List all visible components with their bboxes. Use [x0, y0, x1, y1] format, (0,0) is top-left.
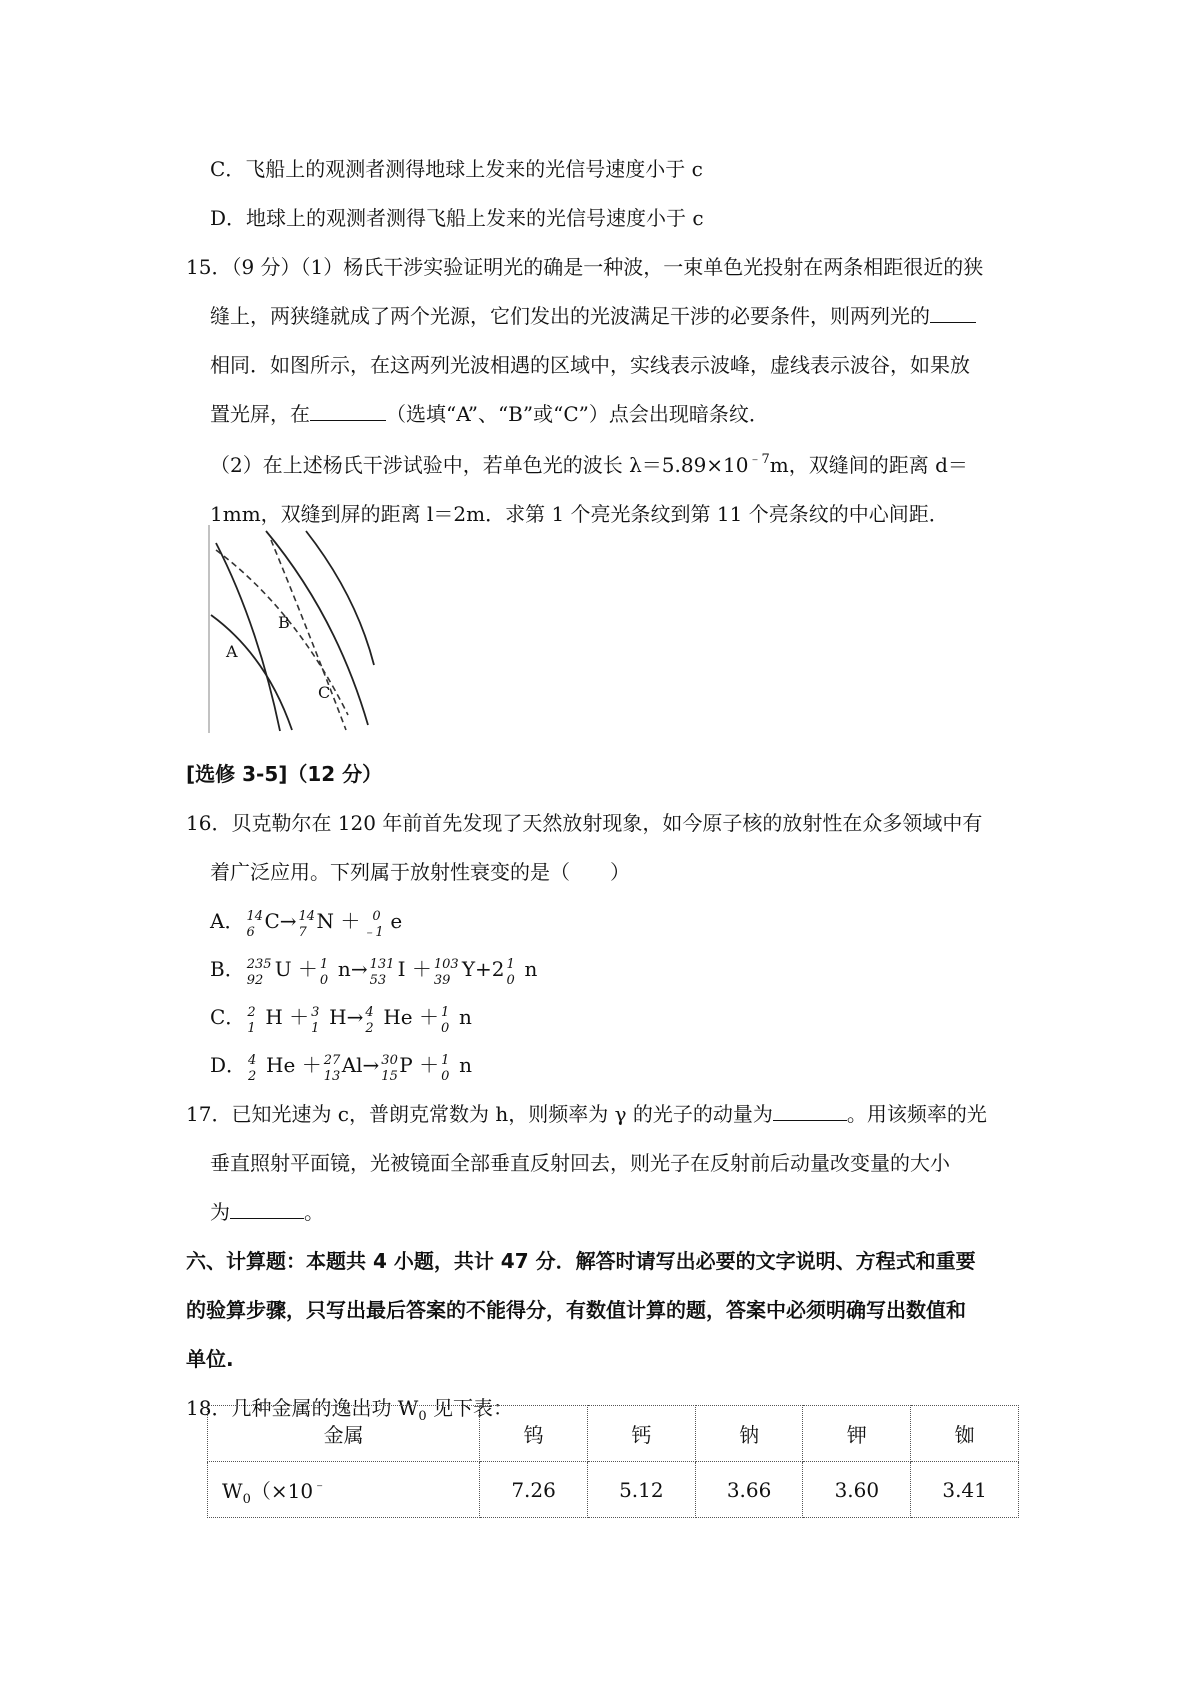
q15-line5-exp: ﹣7 — [748, 452, 770, 467]
mass-number: 131 — [369, 957, 395, 972]
nuclide-symbol: n — [524, 957, 538, 981]
atomic-number: 0 — [441, 1069, 450, 1084]
mass-number: 1 — [506, 957, 515, 972]
mass-number: 1 — [440, 1005, 450, 1020]
nuclide — [363, 1001, 383, 1036]
mass-number: 4 — [248, 1053, 257, 1068]
q17-line2: 垂直照射平面镜，光被镜面全部垂直反射回去，则光子在反射前后动量改变量的大小 — [210, 1151, 950, 1175]
nuclide — [246, 1049, 266, 1084]
nuclide-symbol: He — [266, 1053, 296, 1077]
nuclide-symbol: H — [329, 1005, 347, 1029]
plus-sign: ＋ — [289, 1005, 310, 1029]
q15-line2-text: 缝上，两狭缝就成了两个光源，它们发出的光波满足干涉的必要条件，则两列光的 — [210, 304, 930, 328]
mass-number: 2 — [247, 1005, 256, 1020]
nuclide-symbol: n — [458, 1005, 472, 1029]
plus-sign: ＋ — [301, 1053, 322, 1077]
work-function-table — [207, 1405, 1019, 1518]
q16-line1: 16．贝克勒尔在 120 年前首先发现了天然放射现象，如今原子核的放射性在众多领域中有 — [186, 811, 983, 835]
row-label-cell — [208, 1462, 480, 1518]
plus-sign: ＋ — [411, 957, 432, 981]
atomic-number: 2 — [365, 1021, 374, 1036]
nuclide-symbol: C — [264, 909, 280, 933]
mass-number: 4 — [365, 1005, 374, 1020]
nuclide-symbol: He — [383, 1005, 413, 1029]
mass-number: 30 — [381, 1053, 398, 1068]
atomic-number: 53 — [369, 973, 387, 988]
table-cell: 3.41 — [911, 1462, 1019, 1518]
atomic-number: 0 — [506, 973, 515, 988]
nuclide — [439, 1001, 459, 1036]
nuclide-symbol: P — [399, 1053, 413, 1077]
q15-line3: 相同．如图所示，在这两列光波相遇的区域中，实线表示波峰，虚线表示波谷，如果放 — [210, 353, 970, 377]
q18-intro-a: 18．几种金属的逸出功 W — [186, 1396, 419, 1420]
table-header-cell: 钨 — [480, 1406, 588, 1462]
nuclide — [505, 953, 525, 988]
nuclide — [432, 953, 462, 988]
q15-line4-b: （选填“A”、“B”或“C”）点会出现暗条纹． — [386, 402, 769, 426]
option-label: C． — [210, 1005, 246, 1029]
plus-sign: ＋ — [418, 1005, 439, 1029]
atomic-number: ﹣1 — [362, 925, 384, 940]
option-label: A． — [210, 909, 245, 933]
figure-label-c: C — [318, 683, 331, 702]
q16-line2: 着广泛应用。下列属于放射性衰变的是（ ） — [210, 860, 630, 884]
mass-number: 3 — [311, 1005, 320, 1020]
answer-blank[interactable] — [773, 1102, 847, 1121]
table-header-row — [208, 1406, 1019, 1462]
nuclide — [309, 1001, 329, 1036]
option-label: D． — [210, 1053, 247, 1077]
section6-line2: 的验算步骤，只写出最后答案的不能得分，有数值计算的题，答案中必须明确写出数值和 — [186, 1298, 966, 1322]
table-cell: 3.60 — [803, 1462, 911, 1518]
mass-number: 14 — [298, 909, 316, 924]
nuclide — [439, 1049, 459, 1084]
table-header-cell: 钙 — [587, 1406, 695, 1462]
row-label-b: （×10 — [250, 1479, 314, 1503]
table-row — [208, 1462, 1019, 1518]
atomic-number: 7 — [298, 925, 307, 940]
option-c-prev: C．飞船上的观测者测得地球上发来的光信号速度小于 c — [210, 157, 703, 181]
nuclide-symbol: Al — [341, 1053, 363, 1077]
option-label: B． — [210, 957, 245, 981]
nuclide-symbol: n — [459, 1053, 473, 1077]
arrow: → — [362, 1053, 380, 1077]
atomic-number: 92 — [246, 973, 264, 988]
section-heading-35: [选修 3-5]（12 分） — [186, 762, 383, 786]
q17-line1 — [186, 1098, 987, 1130]
arrow: → — [279, 909, 297, 933]
q17-line3-a: 为 — [210, 1200, 230, 1224]
section6-line1: 六、计算题：本题共 4 小题，共计 47 分．解答时请写出必要的文字说明、方程式和重要 — [186, 1249, 976, 1273]
nuclide — [245, 1001, 265, 1036]
nuclide — [360, 905, 390, 940]
mass-number: 1 — [319, 957, 329, 972]
option-d-prev: D．地球上的观测者测得飞船上发来的光信号速度小于 c — [210, 206, 704, 230]
row-label-a: W — [222, 1479, 243, 1503]
table-header-cell: 铷 — [911, 1406, 1019, 1462]
arrow: → — [346, 1005, 364, 1029]
nuclide-symbol: U — [274, 957, 292, 981]
row-label-exp: ﹣ — [313, 1478, 327, 1493]
q16-option-b[interactable] — [210, 953, 538, 988]
nuclide-symbol: I — [397, 957, 406, 981]
nuclide — [245, 953, 275, 988]
q17-line1-b: 。用该频率的光 — [846, 1102, 987, 1126]
mass-number: 1 — [441, 1053, 450, 1068]
atomic-number: 0 — [319, 973, 329, 988]
atomic-number: 39 — [433, 973, 451, 988]
atomic-number: 0 — [440, 1021, 450, 1036]
q15-line4-a: 置光屏，在 — [210, 402, 310, 426]
answer-blank[interactable] — [930, 304, 976, 323]
answer-blank[interactable] — [310, 402, 386, 421]
nuclide — [244, 905, 264, 940]
atomic-number: 1 — [247, 1021, 256, 1036]
nuclide — [322, 1049, 342, 1084]
atomic-number: 15 — [381, 1069, 398, 1084]
plus-sign: ＋ — [297, 957, 318, 981]
nuclide-symbol: H — [265, 1005, 283, 1029]
q15-line4 — [210, 398, 769, 430]
q15-line5-b: m，双缝间的距离 d＝ — [769, 453, 968, 477]
plus-sign: ＋ — [419, 1053, 440, 1077]
atomic-number: 6 — [246, 925, 255, 940]
table-cell: 3.66 — [695, 1462, 803, 1518]
q17-line1-a: 17．已知光速为 c，普朗克常数为 h，则频率为 γ 的光子的动量为 — [186, 1102, 773, 1126]
q16-option-c[interactable] — [210, 1001, 472, 1036]
table-cell: 5.12 — [587, 1462, 695, 1518]
atomic-number: 1 — [311, 1021, 320, 1036]
atomic-number: 2 — [248, 1069, 257, 1084]
nuclide — [297, 905, 317, 940]
plus-sign: ＋ — [340, 909, 361, 933]
q17-line3-b: 。 — [304, 1200, 324, 1224]
table-cell: 7.26 — [480, 1462, 588, 1518]
mass-number: 0 — [372, 909, 381, 924]
interference-figure — [206, 525, 380, 733]
mass-number: 27 — [323, 1053, 341, 1068]
nuclide — [368, 953, 398, 988]
nuclide-symbol: n — [337, 957, 351, 981]
q18-intro-sub: 0 — [418, 1409, 427, 1424]
q16-option-a[interactable] — [210, 905, 403, 940]
nuclide-symbol: N — [316, 909, 335, 933]
q15-line6: 1mm，双缝到屏的距离 l＝2m．求第 1 个亮光条纹到第 11 个亮条纹的中心间距． — [210, 502, 949, 526]
atomic-number: 13 — [323, 1069, 341, 1084]
nuclide — [318, 953, 338, 988]
nuclide — [379, 1049, 399, 1084]
figure-label-a: A — [226, 642, 238, 661]
q18-intro-b: 见下表： — [426, 1396, 514, 1420]
nuclide-symbol: e — [390, 909, 403, 933]
mass-number: 103 — [433, 957, 459, 972]
section6-line3: 单位. — [186, 1347, 234, 1371]
table-header-cell: 金属 — [208, 1406, 480, 1462]
q16-option-d[interactable] — [210, 1049, 473, 1084]
mass-number: 235 — [246, 957, 272, 972]
nuclide-symbol: Y+2 — [461, 957, 505, 981]
answer-blank[interactable] — [230, 1200, 304, 1219]
q15-line2 — [210, 300, 976, 332]
row-label-sub: 0 — [242, 1492, 251, 1507]
q17-line3 — [210, 1196, 324, 1228]
figure-label-b: B — [278, 613, 290, 632]
table-header-cell: 钾 — [803, 1406, 911, 1462]
table-header-cell: 钠 — [695, 1406, 803, 1462]
q15-line5 — [210, 449, 968, 485]
mass-number: 14 — [246, 909, 263, 924]
q15-line1: 15．（9 分）（1）杨氏干涉实验证明光的确是一种波，一束单色光投射在两条相距很近的狭 — [186, 255, 984, 279]
q15-line5-a: （2）在上述杨氏干涉试验中，若单色光的波长 λ＝5.89×10 — [210, 453, 749, 477]
arrow: → — [350, 957, 368, 981]
